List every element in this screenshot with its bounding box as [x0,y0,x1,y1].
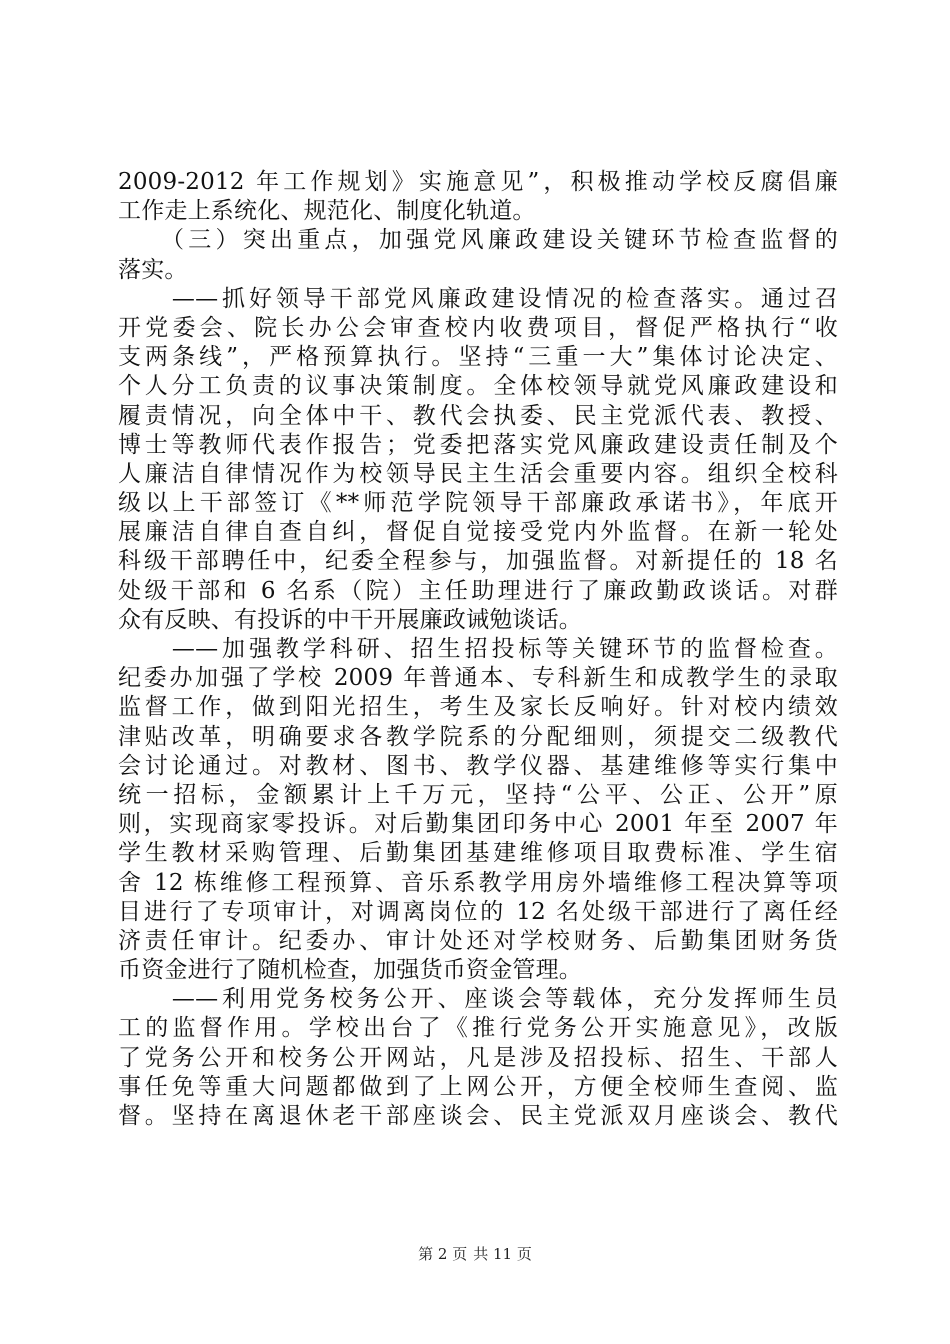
text-line: 工作走上系统化、规范化、制度化轨道。 [118,198,536,225]
text-line: 津贴改革，明确要求各教学院系的分配细则，须提交二级教代 [118,723,838,750]
text-line: ——抓好领导干部党风廉政建设情况的检查落实。通过召 [118,285,838,312]
text-line: ——加强教学科研、招生招投标等关键环节的监督检查。 [118,636,838,662]
text-line: 处级干部和 6 名系（院）主任助理进行了廉政勤政谈话。对群 [118,577,838,604]
text-line: 开党委会、院长办公会审查校内收费项目，督促严格执行“收 [118,314,838,341]
text-line: 科级干部聘任中，纪委全程参与，加强监督。对新提任的 18 名 [118,548,838,575]
section-heading-line: 落实。 [118,256,188,283]
text-line: 舍 12 栋维修工程预算、音乐系教学用房外墙维修工程决算等项 [118,869,838,896]
text-line: 济责任审计。纪委办、审计处还对学校财务、后勤集团财务货 [118,927,838,954]
text-line: ——利用党务校务公开、座谈会等载体，充分发挥师生员 [118,986,838,1013]
text-line: 博士等教师代表作报告；党委把落实党风廉政建设责任制及个 [118,431,838,458]
text-line: 学生教材采购管理、后勤集团基建维修项目取费标准、学生宿 [118,840,838,867]
text-line: 监督工作，做到阳光招生，考生及家长反响好。针对校内绩效 [118,694,838,721]
document-body [118,168,838,1131]
text-line: 会讨论通过。对教材、图书、教学仪器、基建维修等实行集中 [118,752,838,779]
text-line: 履责情况，向全体中干、教代会执委、民主党派代表、教授、 [118,402,838,429]
text-line: 展廉洁自律自查自纠，督促自觉接受党内外监督。在新一轮处 [118,519,838,546]
text-line: 则，实现商家零投诉。对后勤集团印务中心 2001 年至 2007 年 [118,811,838,838]
text-line: 了党务公开和校务公开网站，凡是涉及招投标、招生、干部人 [118,1044,838,1071]
text-line: 督。坚持在离退休老干部座谈会、民主党派双月座谈会、教代 [118,1103,838,1129]
page-number: 第 2 页 [418,1245,468,1263]
text-line: 支两条线”，严格预算执行。坚持“三重一大”集体讨论决定、 [118,344,838,371]
text-line: 众有反映、有投诉的中干开展廉政诫勉谈话。 [118,606,582,633]
text-line: 工的监督作用。学校出台了《推行党务公开实施意见》，改版 [118,1015,838,1042]
text-line: 人廉洁自律情况作为校领导民主生活会重要内容。组织全校科 [118,460,838,487]
text-line: 事任免等重大问题都做到了上网公开，方便全校师生查阅、监 [118,1073,838,1100]
page-total: 共 11 页 [473,1245,532,1263]
text-line: 2009-2012 年工作规划》实施意见”，积极推动学校反腐倡廉 [118,169,838,195]
text-line: 统一招标，金额累计上千万元，坚持“公平、公正、公开”原 [118,781,838,808]
text-line: 纪委办加强了学校 2009 年普通本、专科新生和成教学生的录取 [118,665,838,692]
text-line: 目进行了专项审计，对调离岗位的 12 名处级干部进行了离任经 [118,898,838,925]
text-line: 币资金进行了随机检查，加强货币资金管理。 [118,957,582,984]
text-line: 级以上干部签订《**师范学院领导干部廉政承诺书》，年底开 [118,490,838,517]
page-footer [0,1244,950,1264]
text-line: 个人分工负责的议事决策制度。全体校领导就党风廉政建设和 [118,373,838,400]
section-heading-line: （三）突出重点，加强党风廉政建设关键环节检查监督的 [118,227,838,254]
